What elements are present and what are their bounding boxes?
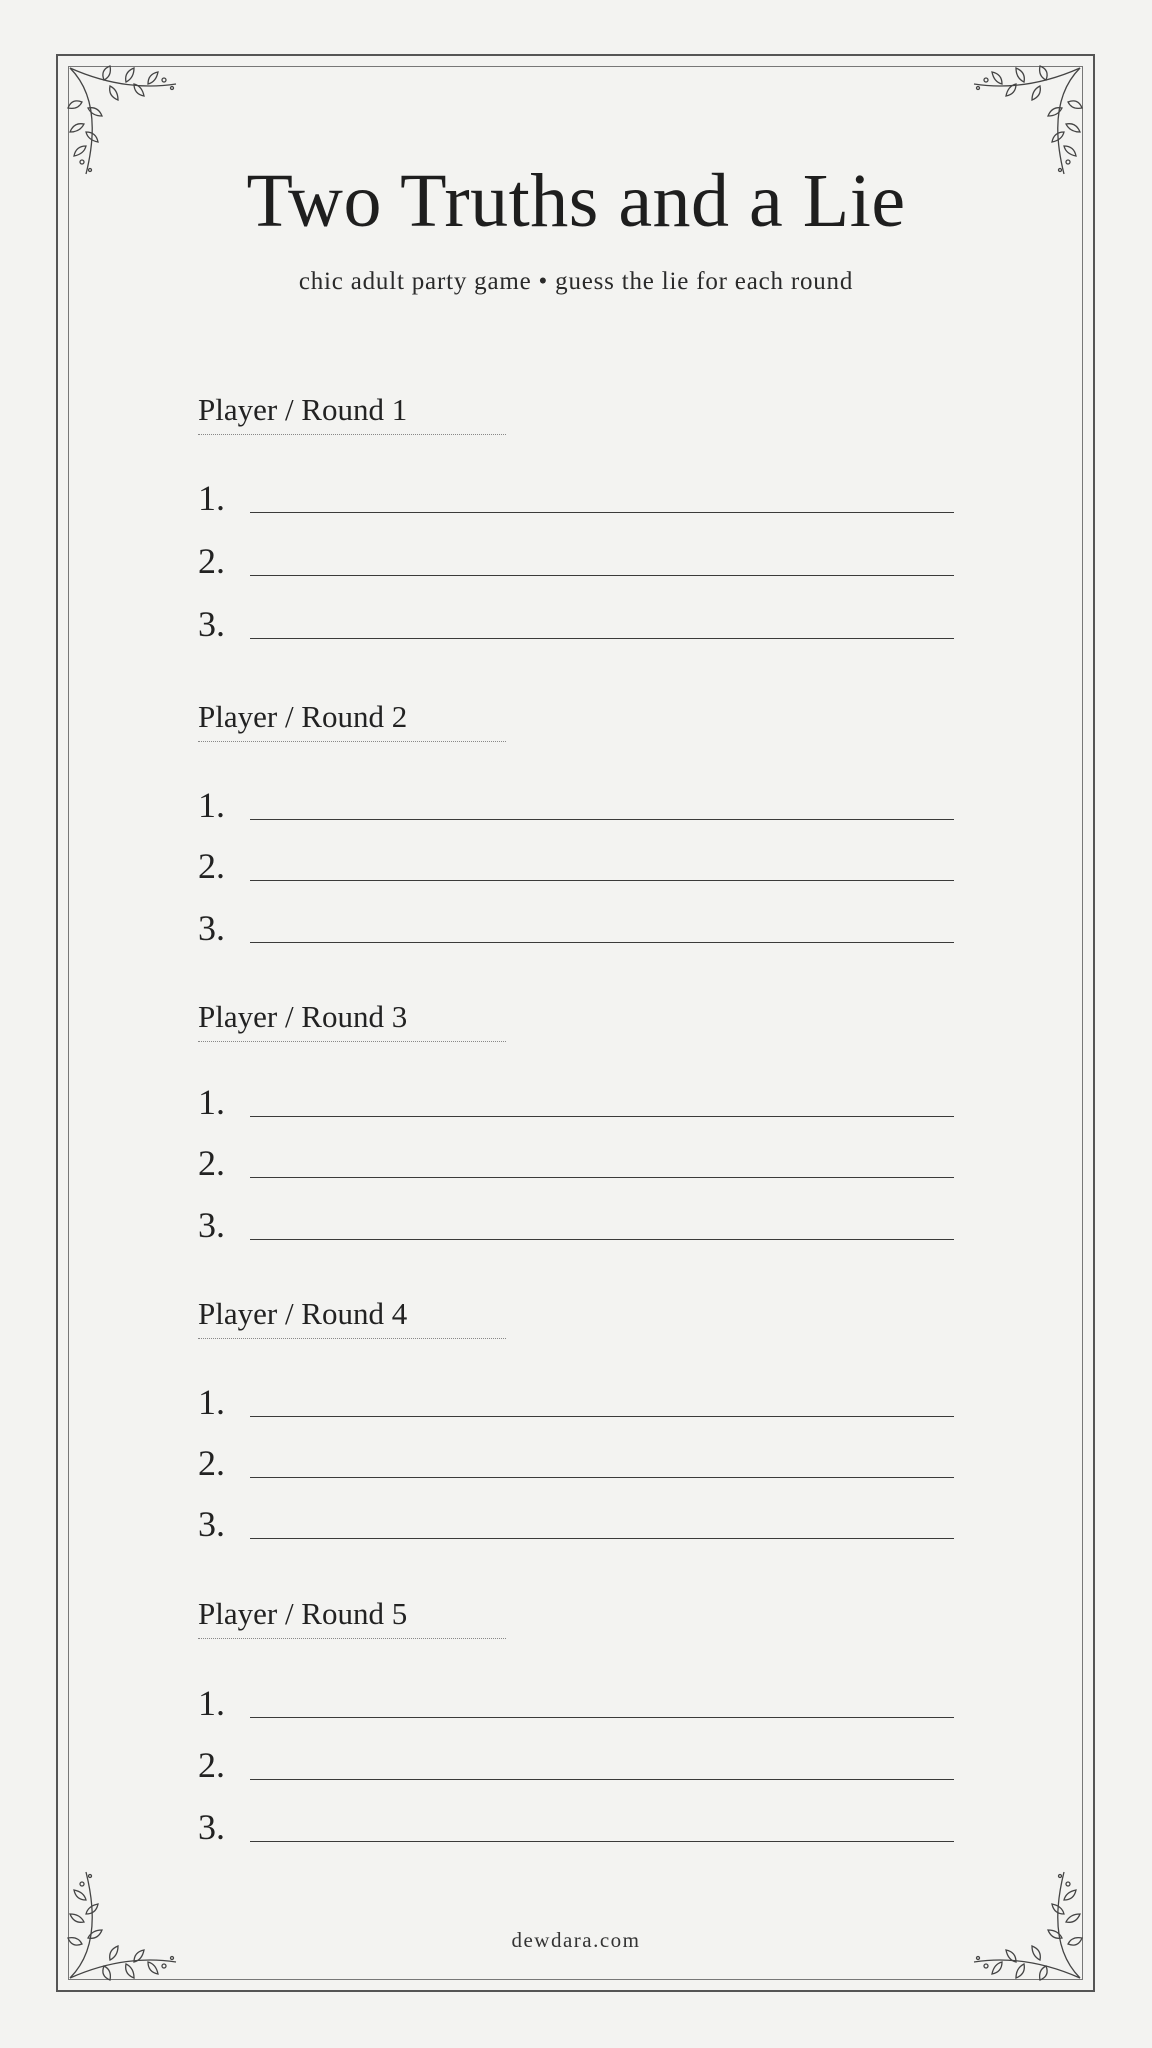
answer-line[interactable] bbox=[250, 512, 954, 513]
answer-number: 1. bbox=[198, 1382, 225, 1422]
answer-number: 1. bbox=[198, 1082, 225, 1122]
answer-number: 2. bbox=[198, 1443, 225, 1483]
answer-row-3[interactable] bbox=[198, 602, 958, 646]
answer-row-2[interactable] bbox=[198, 844, 958, 888]
round-heading-underline bbox=[198, 741, 506, 742]
round-heading: Player / Round 2 bbox=[198, 699, 408, 734]
answer-row-1[interactable] bbox=[198, 1380, 958, 1424]
answer-number: 1. bbox=[198, 785, 225, 825]
answer-row-3[interactable] bbox=[198, 1805, 958, 1849]
answer-line[interactable] bbox=[250, 1779, 954, 1780]
answer-number: 2. bbox=[198, 1745, 225, 1785]
answer-line[interactable] bbox=[250, 638, 954, 639]
botanical-sprig-icon bbox=[64, 1866, 182, 1984]
answer-line[interactable] bbox=[250, 1477, 954, 1478]
round-heading-underline bbox=[198, 1041, 506, 1042]
round-heading: Player / Round 3 bbox=[198, 999, 408, 1034]
answer-number: 3. bbox=[198, 604, 225, 644]
round-section-4 bbox=[198, 1294, 958, 1554]
round-section-2 bbox=[198, 697, 958, 957]
round-heading-underline bbox=[198, 1338, 506, 1339]
round-heading: Player / Round 1 bbox=[198, 392, 408, 427]
footer-website: dewdara.com bbox=[511, 1928, 641, 1952]
answer-line[interactable] bbox=[250, 1841, 954, 1842]
answer-line[interactable] bbox=[250, 1717, 954, 1718]
botanical-sprig-icon bbox=[968, 1866, 1086, 1984]
answer-line[interactable] bbox=[250, 880, 954, 881]
answer-line[interactable] bbox=[250, 942, 954, 943]
round-section-5 bbox=[198, 1594, 958, 1854]
answer-row-3[interactable] bbox=[198, 1502, 958, 1546]
answer-row-3[interactable] bbox=[198, 906, 958, 950]
answer-row-1[interactable] bbox=[198, 476, 958, 520]
answer-row-1[interactable] bbox=[198, 783, 958, 827]
answer-line[interactable] bbox=[250, 1538, 954, 1539]
round-heading-underline bbox=[198, 434, 506, 435]
round-heading-underline bbox=[198, 1638, 506, 1639]
answer-number: 2. bbox=[198, 846, 225, 886]
answer-row-2[interactable] bbox=[198, 1141, 958, 1185]
answer-number: 3. bbox=[198, 1205, 225, 1245]
answer-number: 3. bbox=[198, 908, 225, 948]
answer-number: 3. bbox=[198, 1807, 225, 1847]
answer-line[interactable] bbox=[250, 819, 954, 820]
answer-row-1[interactable] bbox=[198, 1681, 958, 1725]
answer-line[interactable] bbox=[250, 1416, 954, 1417]
answer-line[interactable] bbox=[250, 1116, 954, 1117]
answer-number: 1. bbox=[198, 478, 225, 518]
answer-row-1[interactable] bbox=[198, 1080, 958, 1124]
answer-row-2[interactable] bbox=[198, 1743, 958, 1787]
answer-row-2[interactable] bbox=[198, 1441, 958, 1485]
page-title: Two Truths and a Lie bbox=[246, 159, 906, 243]
round-section-3 bbox=[198, 997, 958, 1257]
round-heading: Player / Round 4 bbox=[198, 1296, 408, 1331]
answer-line[interactable] bbox=[250, 575, 954, 576]
answer-number: 3. bbox=[198, 1504, 225, 1544]
round-section-1 bbox=[198, 390, 958, 650]
answer-number: 2. bbox=[198, 541, 225, 581]
answer-line[interactable] bbox=[250, 1177, 954, 1178]
answer-number: 1. bbox=[198, 1683, 225, 1723]
round-heading: Player / Round 5 bbox=[198, 1596, 408, 1631]
page-subtitle: chic adult party game • guess the lie for each round bbox=[298, 268, 854, 295]
answer-row-3[interactable] bbox=[198, 1203, 958, 1247]
answer-row-2[interactable] bbox=[198, 539, 958, 583]
answer-number: 2. bbox=[198, 1143, 225, 1183]
answer-line[interactable] bbox=[250, 1239, 954, 1240]
